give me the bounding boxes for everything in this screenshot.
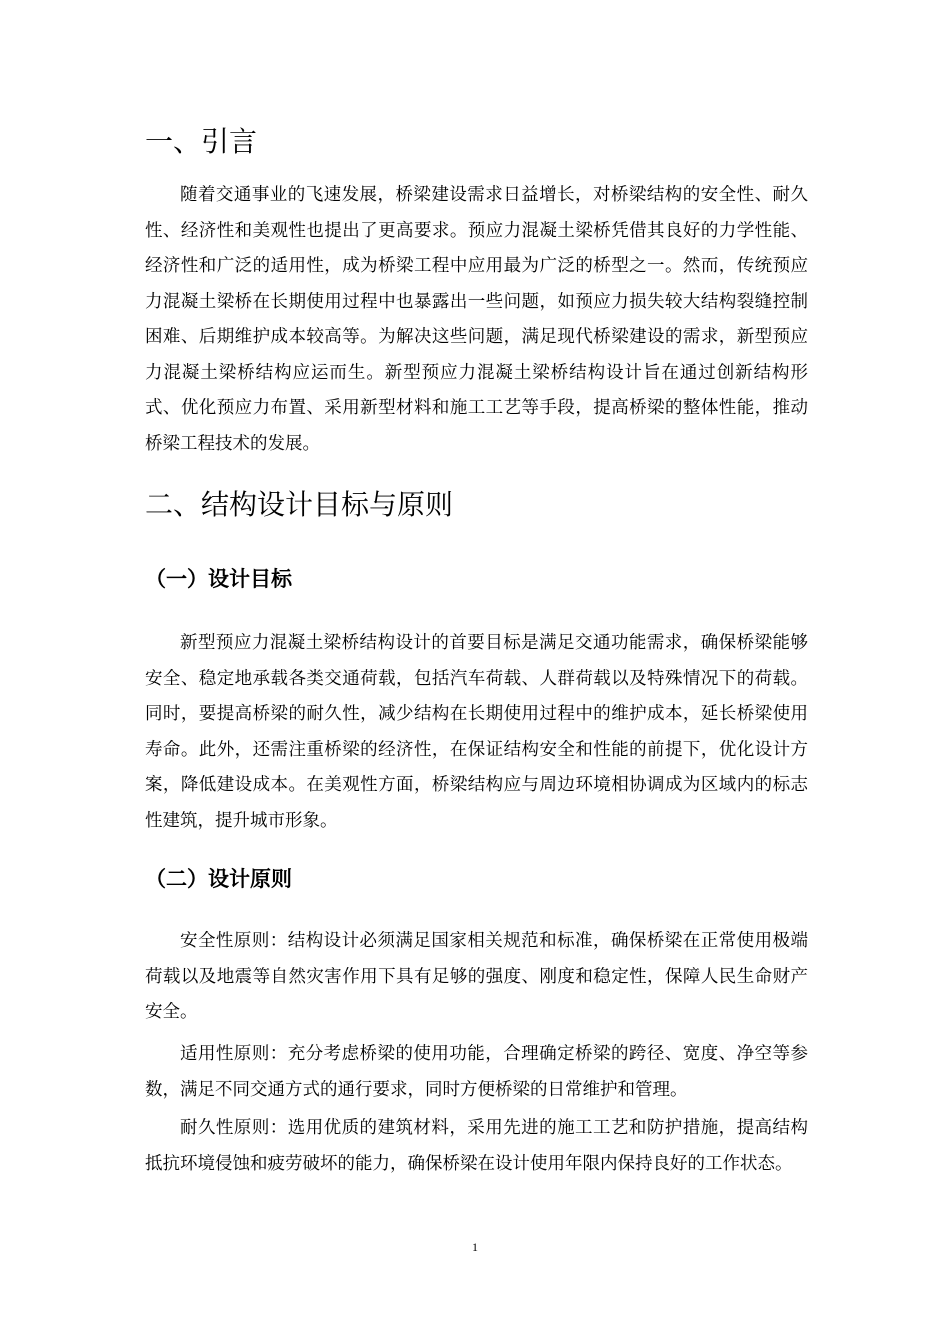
subsection-heading-design-goals: （一）设计目标 (145, 567, 292, 591)
principle-safety-paragraph: 安全性原则：结构设计必须满足国家相关规范和标准，确保桥梁在正常使用极端荷载以及地震等自然灾害作用下具有足够的强度、刚度和稳定性，保障人民生命财产安全。 (145, 931, 808, 1022)
section-heading-design-goals-principles: 二、结构设计目标与原则 (145, 488, 454, 521)
design-goals-paragraph: 新型预应力混凝土梁桥结构设计的首要目标是满足交通功能需求，确保桥梁能够安全、稳定地承载各类交通荷载，包括汽车荷载、人群荷载以及特殊情况下的荷载。同时，要提高桥梁的耐久性，减少结构在长期使用过程中的维护成本，延长桥梁使用寿命。此外，还需注重桥梁的经济性，在保证结构安全和性能的前提下，优化设计方案，降低建设成本。在美观性方面，桥梁结构应与周边环境相协调成为区域内的标志性建筑，提升城市形象。 (145, 633, 808, 831)
subsection-heading-design-principles: （二）设计原则 (145, 867, 292, 891)
principle-durability-paragraph: 耐久性原则：选用优质的建筑材料，采用先进的施工工艺和防护措施，提高结构抵抗环境侵蚀和疲劳破坏的能力，确保桥梁在设计使用年限内保持良好的工作状态。 (145, 1118, 808, 1174)
section-heading-introduction: 一、引言 (145, 125, 258, 158)
introduction-paragraph: 随着交通事业的飞速发展，桥梁建设需求日益增长，对桥梁结构的安全性、耐久性、经济性和美观性也提出了更高要求。预应力混凝土梁桥凭借其良好的力学性能、经济性和广泛的适用性，成为桥梁工程中应用最为广泛的桥型之一。然而，传统预应力混凝土梁桥在长期使用过程中也暴露出一些问题，如预应力损失较大结构裂缝控制困难、后期维护成本较高等。为解决这些问题，满足现代桥梁建设的需求，新型预应力混凝土梁桥结构应运而生。新型预应力混凝土梁桥结构设计旨在通过创新结构形式、优化预应力布置、采用新型材料和施工工艺等手段，提高桥梁的整体性能，推动桥梁工程技术的发展。 (145, 185, 808, 454)
principle-applicability-paragraph: 适用性原则：充分考虑桥梁的使用功能，合理确定桥梁的跨径、宽度、净空等参数，满足不同交通方式的通行要求，同时方便桥梁的日常维护和管理。 (145, 1044, 808, 1100)
page-number: 1 (472, 1240, 478, 1254)
